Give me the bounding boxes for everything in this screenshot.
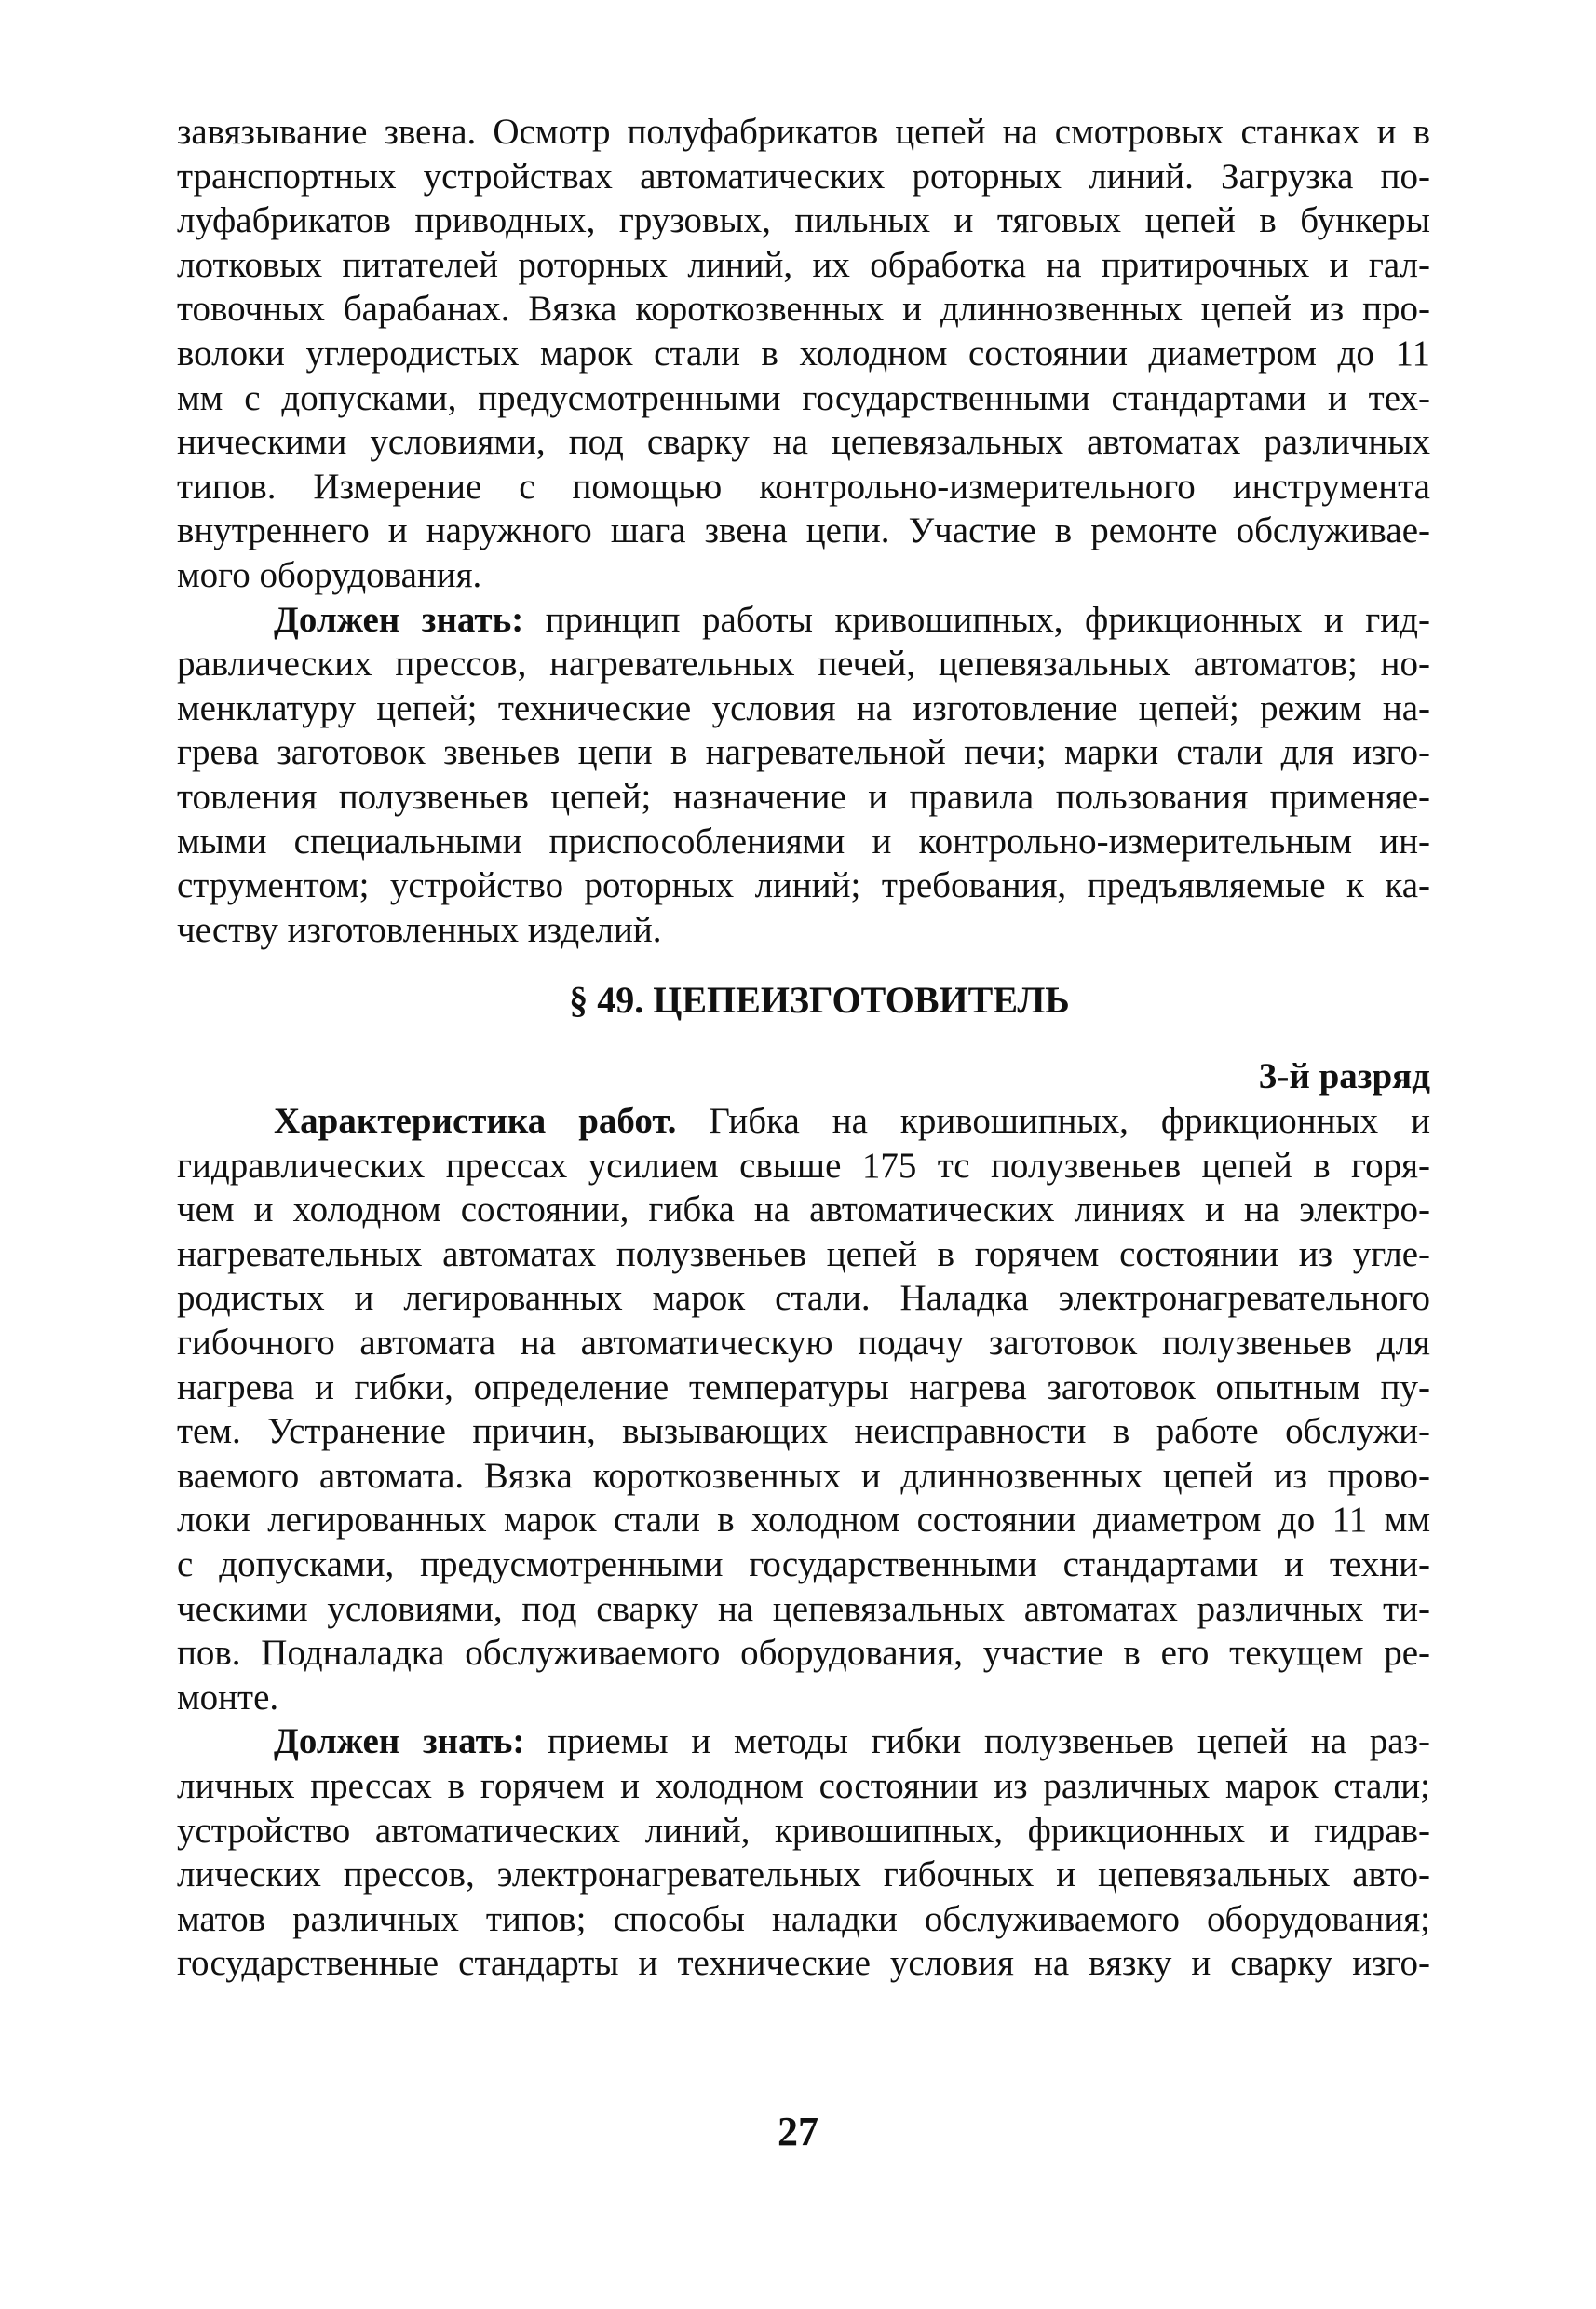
paragraph-line: менклатуру цепей; технические условия на изготовление цепей; режим на- xyxy=(177,687,1430,728)
paragraph-line: завязывание звена. Осмотр полуфабрикатов цепей на смотровых станках и в xyxy=(177,112,1430,152)
paragraph-line: лотковых питателей роторных линий, их обработка на притирочных и гал- xyxy=(177,244,1430,285)
paragraph-work-characteristics xyxy=(177,1099,1430,1719)
lead-term: Должен знать: xyxy=(274,1721,525,1762)
paragraph-line: внутреннего и наружного шага звена цепи. Участие в ремонте обслуживае- xyxy=(177,510,1430,551)
paragraph-line: гидравлических прессах усилием свыше 175 тс полузвеньев цепей в горя- xyxy=(177,1145,1430,1186)
paragraph-line: государственные стандарты и технические условия на вязку и сварку изго- xyxy=(177,1943,1430,1984)
paragraph-line: нагревательных автоматах полузвеньев цепей в горячем состоянии из угле- xyxy=(177,1233,1430,1274)
paragraph-line: ническими условиями, под сварку на цепевязальных автоматах различных xyxy=(177,422,1430,463)
paragraph-line: чем и холодном состоянии, гибка на автоматических линиях и на электро- xyxy=(177,1189,1430,1230)
paragraph-line: ваемого автомата. Вязка короткозвенных и длиннозвенных цепей из прово- xyxy=(177,1455,1430,1496)
paragraph-line: честву изготовленных изделий. xyxy=(177,909,662,950)
paragraph-line: равлических прессов, нагревательных печей, цепевязальных автоматов; но- xyxy=(177,644,1430,685)
paragraph-line: типов. Измерение с помощью контрольно-измерительного инструмента xyxy=(177,466,1430,507)
page-number: 27 xyxy=(778,2109,818,2154)
paragraph-line: Характеристика работ. Гибка на кривошипных, фрикционных и xyxy=(274,1101,1430,1141)
paragraph-line: гибочного автомата на автоматическую подачу заготовок полузвеньев для xyxy=(177,1322,1430,1363)
paragraph-line: мыми специальными приспособлениями и контрольно-измерительным ин- xyxy=(177,821,1430,862)
text-block-top xyxy=(177,110,1430,952)
paragraph-line: нагрева и гибки, определение температуры нагрева заготовок опытным пу- xyxy=(177,1366,1430,1407)
text-block-bottom xyxy=(177,1099,1430,1986)
lead-term: Характеристика работ. xyxy=(274,1101,677,1141)
paragraph-must-know-1 xyxy=(177,598,1430,953)
paragraph-line: мм с допусками, предусмотренными государственными стандартами и тех- xyxy=(177,377,1430,418)
paragraph-line: товления полузвеньев цепей; назначение и правила пользования применяе- xyxy=(177,776,1430,817)
paragraph-line: Должен знать: принцип работы кривошипных, фрикционных и гид- xyxy=(274,599,1430,640)
paragraph-line: грева заготовок звеньев цепи в нагревательной печи; марки стали для изго- xyxy=(177,732,1430,773)
section-title: § 49. ЦЕПЕИЗГОТОВИТЕЛЬ xyxy=(569,979,1070,1021)
paragraph-line: личных прессах в горячем и холодном состоянии из различных марок стали; xyxy=(177,1765,1430,1806)
paragraph-line: лических прессов, электронагревательных гибочных и цепевязальных авто- xyxy=(177,1854,1430,1895)
paragraph-line: волоки углеродистых марок стали в холодном состоянии диаметром до 11 xyxy=(177,333,1430,374)
lead-term: Должен знать: xyxy=(274,599,524,640)
paragraph-line: струментом; устройство роторных линий; требования, предъявляемые к ка- xyxy=(177,865,1430,906)
paragraph-line: с допусками, предусмотренными государственными стандартами и техни- xyxy=(177,1543,1430,1584)
paragraph-line: товочных барабанах. Вязка короткозвенных и длиннозвенных цепей из про- xyxy=(177,289,1430,330)
paragraph-line: монте. xyxy=(177,1677,279,1718)
paragraph-work-description-continued xyxy=(177,110,1430,598)
paragraph-line: транспортных устройствах автоматических роторных линий. Загрузка по- xyxy=(177,156,1430,197)
grade-label: 3-й разряд xyxy=(1258,1056,1430,1096)
paragraph-line: ческими условиями, под сварку на цепевязальных автоматах различных ти- xyxy=(177,1588,1430,1629)
paragraph-line: пов. Подналадка обслуживаемого оборудования, участие в его текущем ре- xyxy=(177,1633,1430,1674)
paragraph-line: луфабрикатов приводных, грузовых, пильных и тяговых цепей в бункеры xyxy=(177,200,1430,241)
paragraph-line: тем. Устранение причин, вызывающих неисправности в работе обслужи- xyxy=(177,1411,1430,1452)
paragraph-line: устройство автоматических линий, кривошипных, фрикционных и гидрав- xyxy=(177,1810,1430,1851)
paragraph-line: локи легированных марок стали в холодном состоянии диаметром до 11 мм xyxy=(177,1500,1430,1541)
paragraph-line: мого оборудования. xyxy=(177,554,482,595)
paragraph-must-know-2 xyxy=(177,1719,1430,1986)
paragraph-line: родистых и легированных марок стали. Наладка электронагревательного xyxy=(177,1278,1430,1319)
paragraph-line: Должен знать: приемы и методы гибки полузвеньев цепей на раз- xyxy=(274,1721,1430,1762)
paragraph-line: матов различных типов; способы наладки обслуживаемого оборудования; xyxy=(177,1898,1430,1939)
